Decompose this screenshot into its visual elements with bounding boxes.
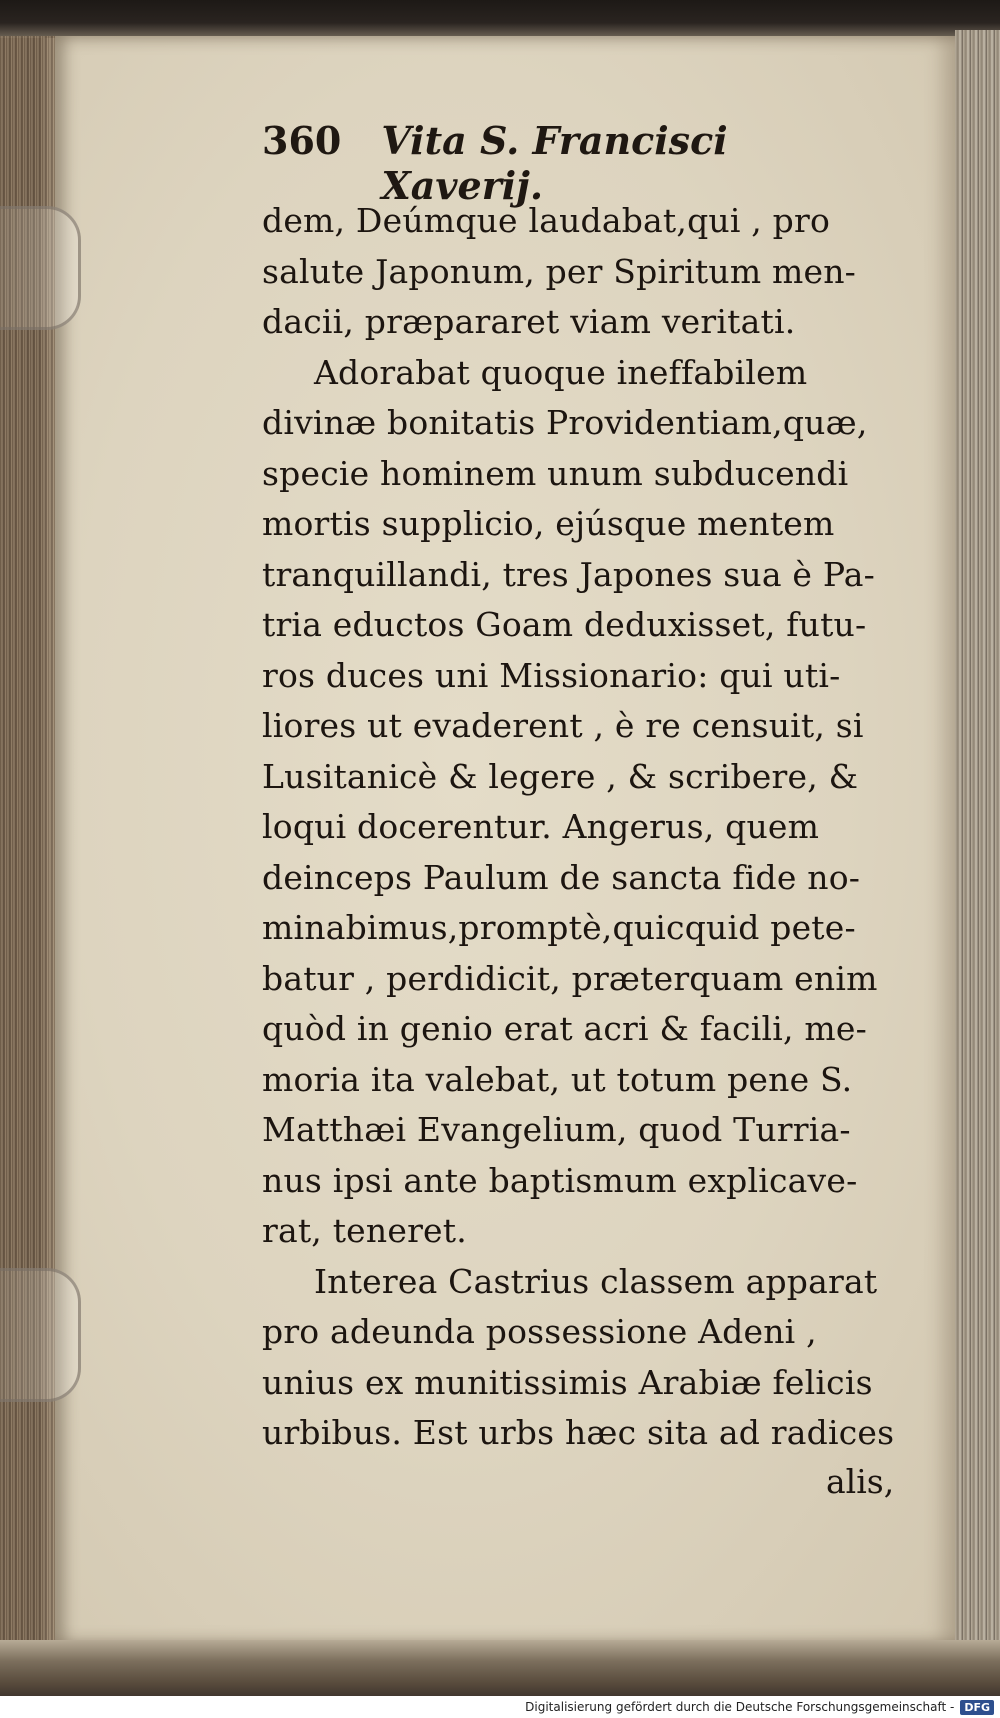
text-line: deinceps Paulum de sancta fide no- <box>262 857 861 897</box>
footer-bar <box>0 1696 1000 1718</box>
text-line: specie hominem unum subducendi <box>262 453 849 493</box>
text-line: loqui docerentur. Angerus, quem <box>262 807 820 846</box>
text-line: Adorabat quoque ineffabilem <box>314 352 808 392</box>
text-line: nus ipsi ante baptismum explicave- <box>262 1160 858 1200</box>
text-line: Matthæi Evangelium, quod Turria- <box>262 1110 851 1149</box>
text-line: batur , perdidicit, præterquam enim <box>262 958 878 998</box>
text-line: minabimus,promptè,quicquid pete- <box>262 908 856 947</box>
text-line: moria ita valebat, ut totum pene S. <box>262 1059 853 1099</box>
text-line: ros duces uni Missionario: qui uti- <box>262 655 841 695</box>
text-line: mortis supplicio, ejúsque mentem <box>262 504 835 543</box>
glass-clip-bottom <box>0 1268 81 1402</box>
text-line: divinæ bonitatis Providentiam,quæ, <box>262 403 868 442</box>
funding-credit: Digitalisierung gefördert durch die Deutsche Forschungsgemeinschaft - <box>525 1700 955 1714</box>
text-line: unius ex munitissimis Arabiæ felicis <box>262 1362 873 1402</box>
body-text <box>262 196 912 1459</box>
bottom-edge <box>0 1640 1000 1700</box>
running-title: Vita S. Francisci Xaverij. <box>381 118 728 208</box>
text-line: dem, Deúmque laudabat,qui , pro <box>262 201 831 240</box>
page-number: 360 <box>262 118 342 163</box>
text-line: dacii, præpararet viam veritati. <box>262 302 796 341</box>
text-line: rat, teneret. <box>262 1211 467 1250</box>
glass-clip-top <box>0 206 81 330</box>
text-line: tria eductos Goam deduxisset, futu- <box>262 605 867 644</box>
text-line: Lusitanicè & legere , & scribere, & <box>262 756 859 796</box>
text-line: tranquillandi, tres Japones sua è Pa- <box>262 554 876 594</box>
text-line: liores ut evaderent , è re censuit, si <box>262 706 864 745</box>
right-page-edges <box>955 30 1000 1650</box>
running-header <box>262 118 822 208</box>
text-line: quòd in genio erat acri & facili, me- <box>262 1009 867 1048</box>
text-line: urbibus. Est urbs hæc sita ad radices <box>262 1413 895 1452</box>
catchword: alis, <box>826 1462 895 1501</box>
dfg-logo: DFG <box>960 1700 994 1715</box>
text-line: salute Japonum, per Spiritum men- <box>262 251 857 291</box>
text-line: Interea Castrius classem apparat <box>314 1261 878 1301</box>
top-edge <box>0 0 1000 38</box>
text-line: pro adeunda possessione Adeni , <box>262 1312 817 1351</box>
